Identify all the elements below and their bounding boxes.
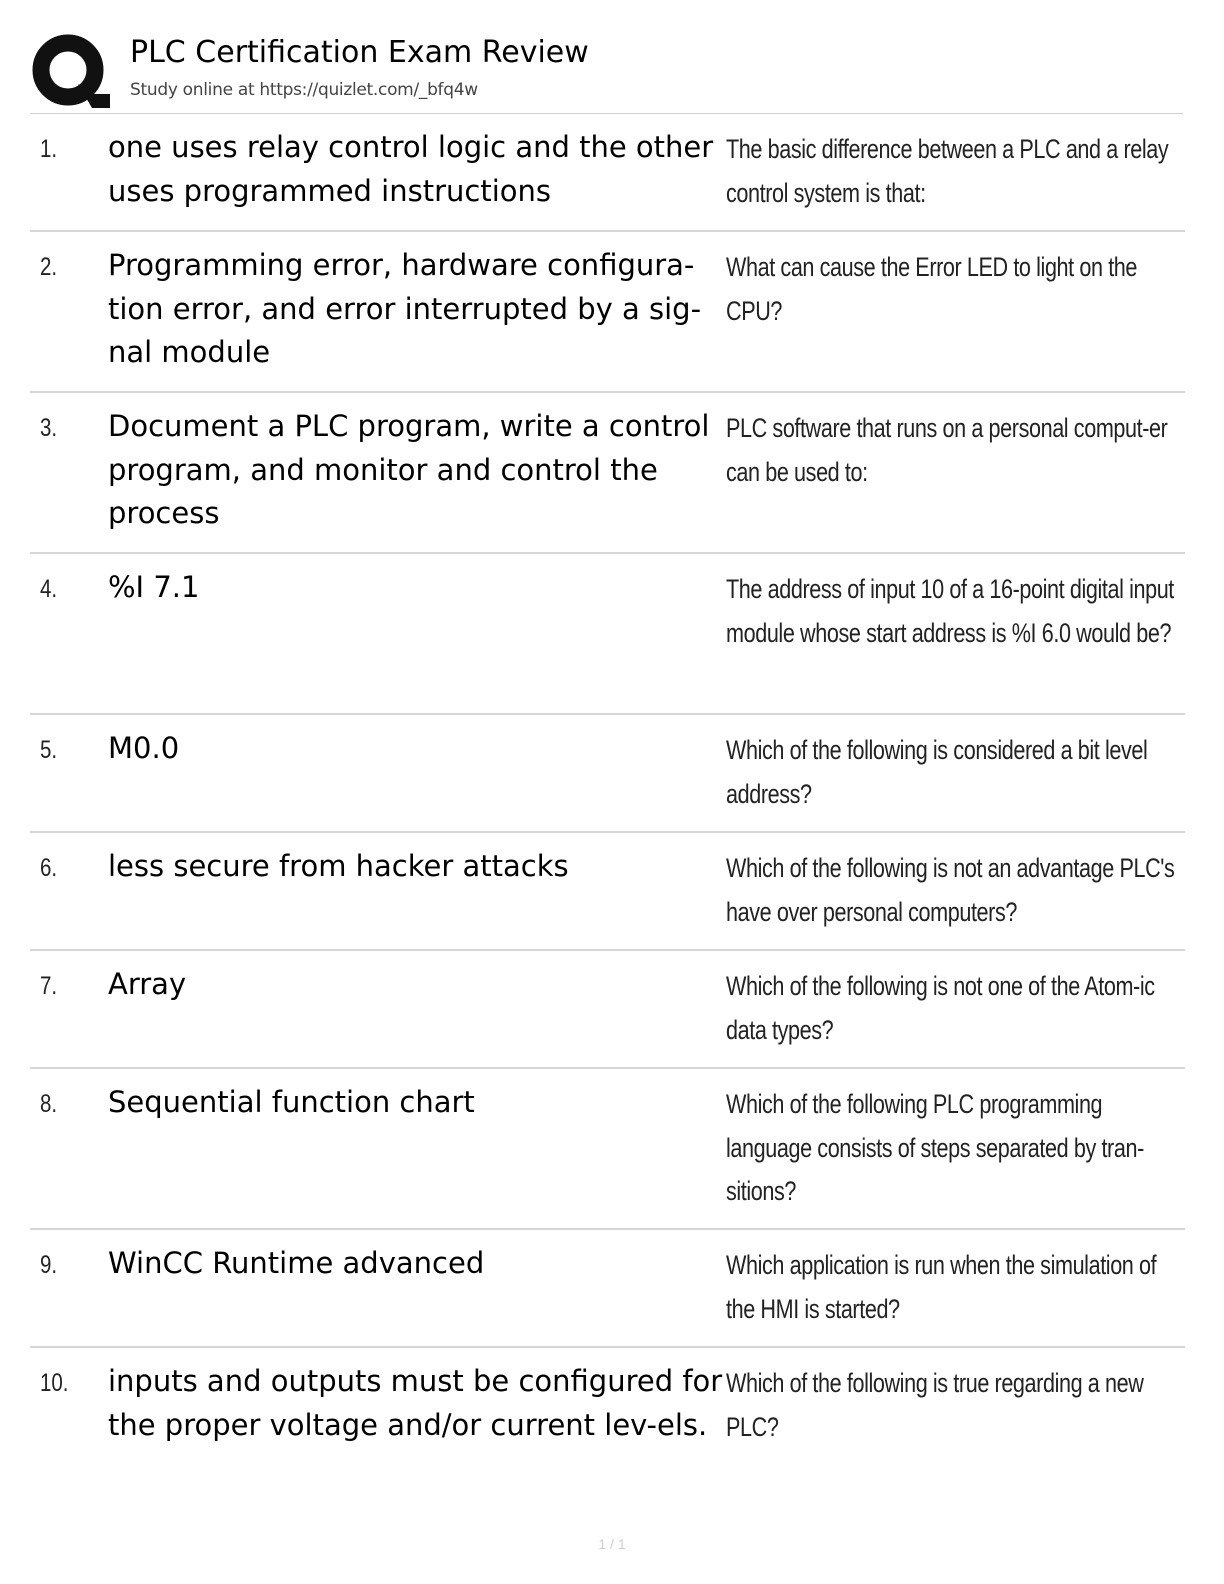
card-definition: Which of the following PLC programming language consists of steps separated by tran-sitions?	[726, 1089, 1144, 1206]
page-number: 1 / 1	[598, 1536, 626, 1552]
flashcard-row	[30, 715, 1185, 833]
flashcard-row	[30, 833, 1185, 951]
card-term: Document a PLC program, write a control program, and monitor and control the process	[108, 409, 710, 530]
card-number: 2.	[40, 253, 58, 281]
card-definition: The address of input 10 of a 16-point digital input module whose start address is %I 6.0 would be?	[726, 574, 1174, 648]
card-term: inputs and outputs must be configured for the proper voltage and/or current lev-els.	[108, 1364, 723, 1442]
card-number: 6.	[40, 854, 58, 882]
card-number: 7.	[40, 972, 58, 1000]
flashcard-row	[30, 1348, 1185, 1508]
flashcard-row	[30, 114, 1185, 232]
card-term: Sequential function chart	[108, 1085, 475, 1119]
study-online-link[interactable]: Study online at https://quizlet.com/_bfq4w	[130, 80, 478, 100]
card-term: Programming error, hardware configura-tion error, and error interrupted by a sig-nal module	[108, 248, 702, 369]
card-definition: PLC software that runs on a personal comput-er can be used to:	[726, 413, 1168, 487]
card-term: Array	[108, 967, 187, 1001]
quizlet-logo-icon	[32, 32, 110, 110]
card-definition: Which of the following is not an advantage PLC's have over personal computers?	[726, 853, 1175, 927]
card-term: M0.0	[108, 731, 180, 765]
card-number: 9.	[40, 1251, 58, 1279]
card-term: WinCC Runtime advanced	[108, 1246, 485, 1280]
card-definition: What can cause the Error LED to light on the CPU?	[726, 252, 1138, 326]
flashcard-row	[30, 393, 1185, 554]
flashcard-row	[30, 1230, 1185, 1348]
card-definition: The basic difference between a PLC and a relay control system is that:	[726, 134, 1169, 208]
card-term: %I 7.1	[108, 570, 200, 604]
card-number: 4.	[40, 575, 58, 603]
page-header	[32, 30, 1182, 110]
card-definition: Which of the following is true regarding a new PLC?	[726, 1368, 1144, 1442]
flashcard-row	[30, 1069, 1185, 1230]
card-number: 10.	[40, 1369, 69, 1397]
card-definition: Which application is run when the simulation of the HMI is started?	[726, 1250, 1157, 1324]
card-number: 3.	[40, 414, 58, 442]
card-number: 8.	[40, 1090, 58, 1118]
card-definition: Which of the following is considered a bit level address?	[726, 735, 1148, 809]
card-number: 5.	[40, 736, 58, 764]
flashcard-row	[30, 232, 1185, 393]
flashcard-row	[30, 554, 1185, 715]
card-term: less secure from hacker attacks	[108, 849, 569, 883]
card-term: one uses relay control logic and the other uses programmed instructions	[108, 130, 714, 208]
flashcard-list	[30, 114, 1185, 1508]
page-title: PLC Certification Exam Review	[130, 35, 589, 70]
card-number: 1.	[40, 135, 58, 163]
flashcard-row	[30, 951, 1185, 1069]
card-definition: Which of the following is not one of the Atom-ic data types?	[726, 971, 1155, 1045]
